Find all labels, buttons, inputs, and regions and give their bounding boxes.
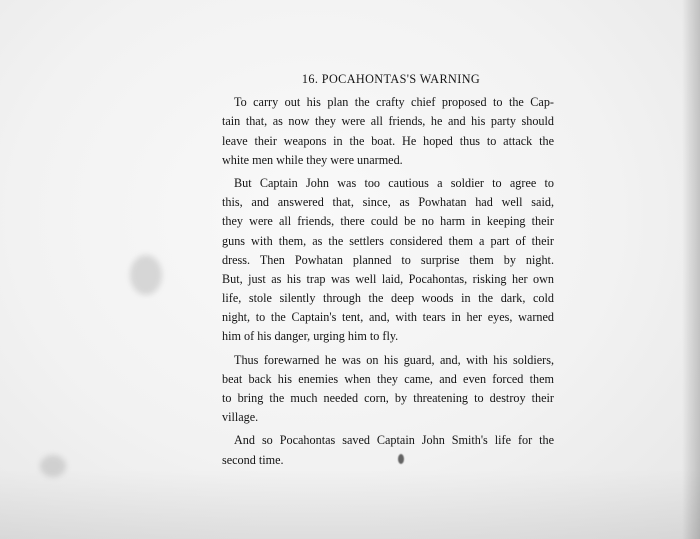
paragraph-2 [222,174,554,347]
text-line: to bring the much needed corn, by threatening to destroy their [222,391,554,406]
paragraph-1 [222,93,554,170]
text-line: But Captain John was too cautious a soldier to agree to [234,175,554,190]
text-line: But, just as his trap was well laid, Pocahontas, risking her own [222,271,554,286]
text-line: tain that, as now they were all friends, he and his party should [222,114,554,129]
paper-smudge [130,255,162,295]
page-edge-shadow-bottom [0,469,700,539]
text-line: To carry out his plan the crafty chief proposed to the Cap- [234,95,554,110]
text-line: him of his danger, urging him to fly. [222,329,399,344]
page-title: 16. POCAHONTAS'S WARNING [301,72,481,86]
paragraph-4 [222,431,554,469]
text-line: they were all friends, there could be no harm in keeping their [222,214,554,229]
paper-smudge [40,455,66,477]
text-line: beat back his enemies when they came, and even forced them [222,371,554,386]
text-line: night, to the Captain's tent, and, with tears in her eyes, warned [222,310,554,325]
text-line: this, and answered that, since, as Powhatan had well said, [222,195,554,210]
text-line: And so Pocahontas saved Captain John Smith's life for the [234,433,554,448]
text-line: leave their weapons in the boat. He hoped thus to attack the [222,133,554,148]
text-line: dress. Then Powhatan planned to surprise them by night. [222,252,554,267]
paragraph-3 [222,351,554,428]
text-line: life, stole silently through the deep woods in the dark, cold [222,291,554,306]
text-line: white men while they were unarmed. [222,152,403,167]
text-block [222,70,554,470]
text-line: village. [222,410,259,425]
text-line: second time. [222,452,284,467]
text-line: guns with them, as the settlers considered them a part of their [222,233,554,248]
page-edge-shadow-right [682,0,700,539]
text-line: Thus forewarned he was on his guard, and, with his soldiers, [234,352,554,367]
